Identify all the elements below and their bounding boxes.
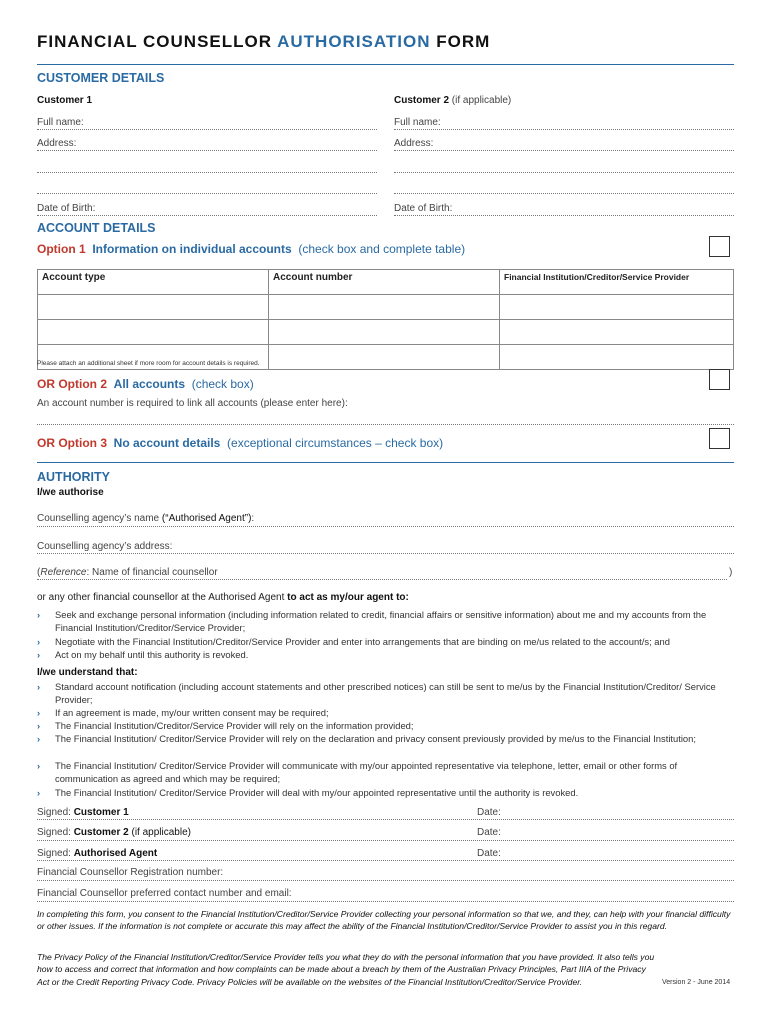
- list-item: › The Financial Institution/Creditor/Service Provider will rely on the information provided;: [37, 720, 414, 731]
- customer-1-heading: Customer 1: [37, 95, 93, 106]
- list-item: › If an agreement is made, my/our written consent may be required;: [37, 707, 329, 718]
- date-label: Date:: [477, 848, 501, 859]
- col-account-type: Account type: [38, 270, 269, 295]
- list-item: › Negotiate with the Financial Institution/Creditor/Service Provider and enter into arrangements that are binding on me/us related to the account/s; and: [37, 636, 670, 647]
- c1-dob-label: Date of Birth:: [37, 203, 96, 214]
- signed-customer-1-label: Signed: Customer 1: [37, 807, 129, 818]
- signed-customer-1-field[interactable]: [37, 819, 734, 820]
- c2-address-field-1[interactable]: [394, 150, 734, 151]
- option-3-line: OR Option 3 No account details (exceptional circumstances – check box): [37, 436, 444, 450]
- c2-dob-field[interactable]: [394, 215, 734, 216]
- title-part-2: AUTHORISATION: [277, 32, 431, 51]
- reference-close: ): [729, 567, 733, 578]
- registration-label: Financial Counsellor Registration number:: [37, 867, 224, 878]
- signed-customer-2-field[interactable]: [37, 840, 734, 841]
- version-label: Version 2 - June 2014: [662, 979, 731, 986]
- signed-agent-label: Signed: Authorised Agent: [37, 848, 158, 859]
- list-item: › Act on my behalf until this authority is revoked.: [37, 649, 249, 660]
- c1-dob-field[interactable]: [37, 215, 377, 216]
- authority-rule: [37, 462, 734, 463]
- option-3-checkbox[interactable]: [709, 428, 730, 449]
- option-1-line: Option 1 Information on individual accounts (check box and complete table): [37, 242, 466, 256]
- c2-dob-label: Date of Birth:: [394, 203, 453, 214]
- option-2-line: OR Option 2 All accounts (check box): [37, 377, 254, 391]
- authority-heading: AUTHORITY: [37, 470, 110, 484]
- option-2-checkbox[interactable]: [709, 369, 730, 390]
- customer-2-heading: Customer 2 (if applicable): [394, 95, 512, 106]
- agency-address-field[interactable]: [37, 553, 734, 554]
- col-provider: Financial Institution/Creditor/Service Provider: [500, 270, 734, 295]
- table-cell[interactable]: [500, 295, 734, 320]
- list-item: › Seek and exchange personal information (including information related to credit, financial affairs or sensitive information) about me and my accounts from the Financial Institution/Creditor/Service Provider;: [37, 609, 707, 633]
- counsellor-name-field[interactable]: [37, 579, 727, 580]
- table-cell[interactable]: [38, 295, 269, 320]
- option-2-sub-label: An account number is required to link all accounts (please enter here):: [37, 398, 348, 409]
- title-part-1: FINANCIAL COUNSELLOR: [37, 32, 273, 51]
- agency-name-label: Counselling agency’s name (“Authorised Agent”):: [37, 513, 255, 524]
- iwe-authorise: I/we authorise: [37, 487, 104, 498]
- col-account-number: Account number: [269, 270, 500, 295]
- title-part-3: FORM: [436, 32, 491, 51]
- signed-agent-field[interactable]: [37, 860, 734, 861]
- contact-label: Financial Counsellor preferred contact number and email:: [37, 888, 292, 899]
- list-item: › The Financial Institution/ Creditor/Service Provider will deal with my/our appointed representative until the authority is revoked.: [37, 787, 579, 798]
- table-cell[interactable]: [269, 320, 500, 345]
- list-item: › Standard account notification (including account statements and other prescribed notices) can still be sent to me/us by the Financial Institution/Creditor/ Service Provider;: [37, 681, 716, 705]
- option-1-checkbox[interactable]: [709, 236, 730, 257]
- c1-full-name-field[interactable]: [37, 129, 377, 130]
- c2-full-name-field[interactable]: [394, 129, 734, 130]
- form-title: [37, 32, 490, 52]
- list-item: › The Financial Institution/ Creditor/Service Provider will communicate with my/our appointed representative via telephone, letter, email or other forms of communication as agreed and which may be required;: [37, 760, 678, 784]
- c2-address-label: Address:: [394, 138, 434, 149]
- account-table: [37, 269, 734, 370]
- date-label: Date:: [477, 807, 501, 818]
- option-2-account-number-field[interactable]: [37, 424, 734, 425]
- table-cell[interactable]: [38, 320, 269, 345]
- c2-address-field-2[interactable]: [394, 172, 734, 173]
- table-cell[interactable]: [269, 295, 500, 320]
- table-note: Please attach an additional sheet if more room for account details is required.: [37, 360, 260, 367]
- table-cell[interactable]: [269, 345, 500, 370]
- understand-heading: I/we understand that:: [37, 667, 138, 678]
- reference-label: (Reference: Name of financial counsellor: [37, 567, 218, 578]
- agency-name-field[interactable]: [37, 526, 734, 527]
- signed-customer-2-label: Signed: Customer 2 (if applicable): [37, 827, 191, 838]
- table-row: [38, 320, 734, 345]
- table-cell[interactable]: [500, 345, 734, 370]
- c1-address-field-2[interactable]: [37, 172, 377, 173]
- account-details-heading: ACCOUNT DETAILS: [37, 221, 156, 235]
- c2-full-name-label: Full name:: [394, 117, 441, 128]
- date-label: Date:: [477, 827, 501, 838]
- consent-text: In completing this form, you consent to the Financial Institution/Creditor/Service Provider collecting your personal information so that we, and they, can help with your financial difficulty or other issues. If the information is not complete or accurate this may affect the ability of the Financial Institution/Creditor/Service Provider to assist you in this regard.: [37, 909, 731, 932]
- registration-field[interactable]: [37, 880, 734, 881]
- title-rule: [37, 64, 734, 65]
- agency-address-label: Counselling agency’s address:: [37, 541, 173, 552]
- account-table-header: [38, 270, 734, 295]
- c2-address-field-3[interactable]: [394, 193, 734, 194]
- table-row: [38, 295, 734, 320]
- customer-details-heading: CUSTOMER DETAILS: [37, 71, 165, 85]
- c1-address-label: Address:: [37, 138, 77, 149]
- c1-address-field-1[interactable]: [37, 150, 377, 151]
- table-cell[interactable]: [500, 320, 734, 345]
- act-as-agent-line: or any other financial counsellor at the Authorised Agent to act as my/our agent to:: [37, 592, 409, 603]
- list-item: › The Financial Institution/ Creditor/Service Provider will rely on the declaration and privacy consent previously provided by me/us to the Financial Institution;: [37, 733, 696, 744]
- c1-full-name-label: Full name:: [37, 117, 84, 128]
- c1-address-field-3[interactable]: [37, 193, 377, 194]
- privacy-text: The Privacy Policy of the Financial Institution/Creditor/Service Provider tells you what they do with the personal information that you have provided. It also tells you how to access and correct that information and how complaints can be made about a breach by them of the Australian Privacy Principles, Part IIIA of the Privacy Act or the Credit Reporting Privacy Code. Privacy Policies will be available on the websites of the Financial Institution/Creditor/Service Provider.: [37, 952, 655, 987]
- contact-field[interactable]: [37, 901, 734, 902]
